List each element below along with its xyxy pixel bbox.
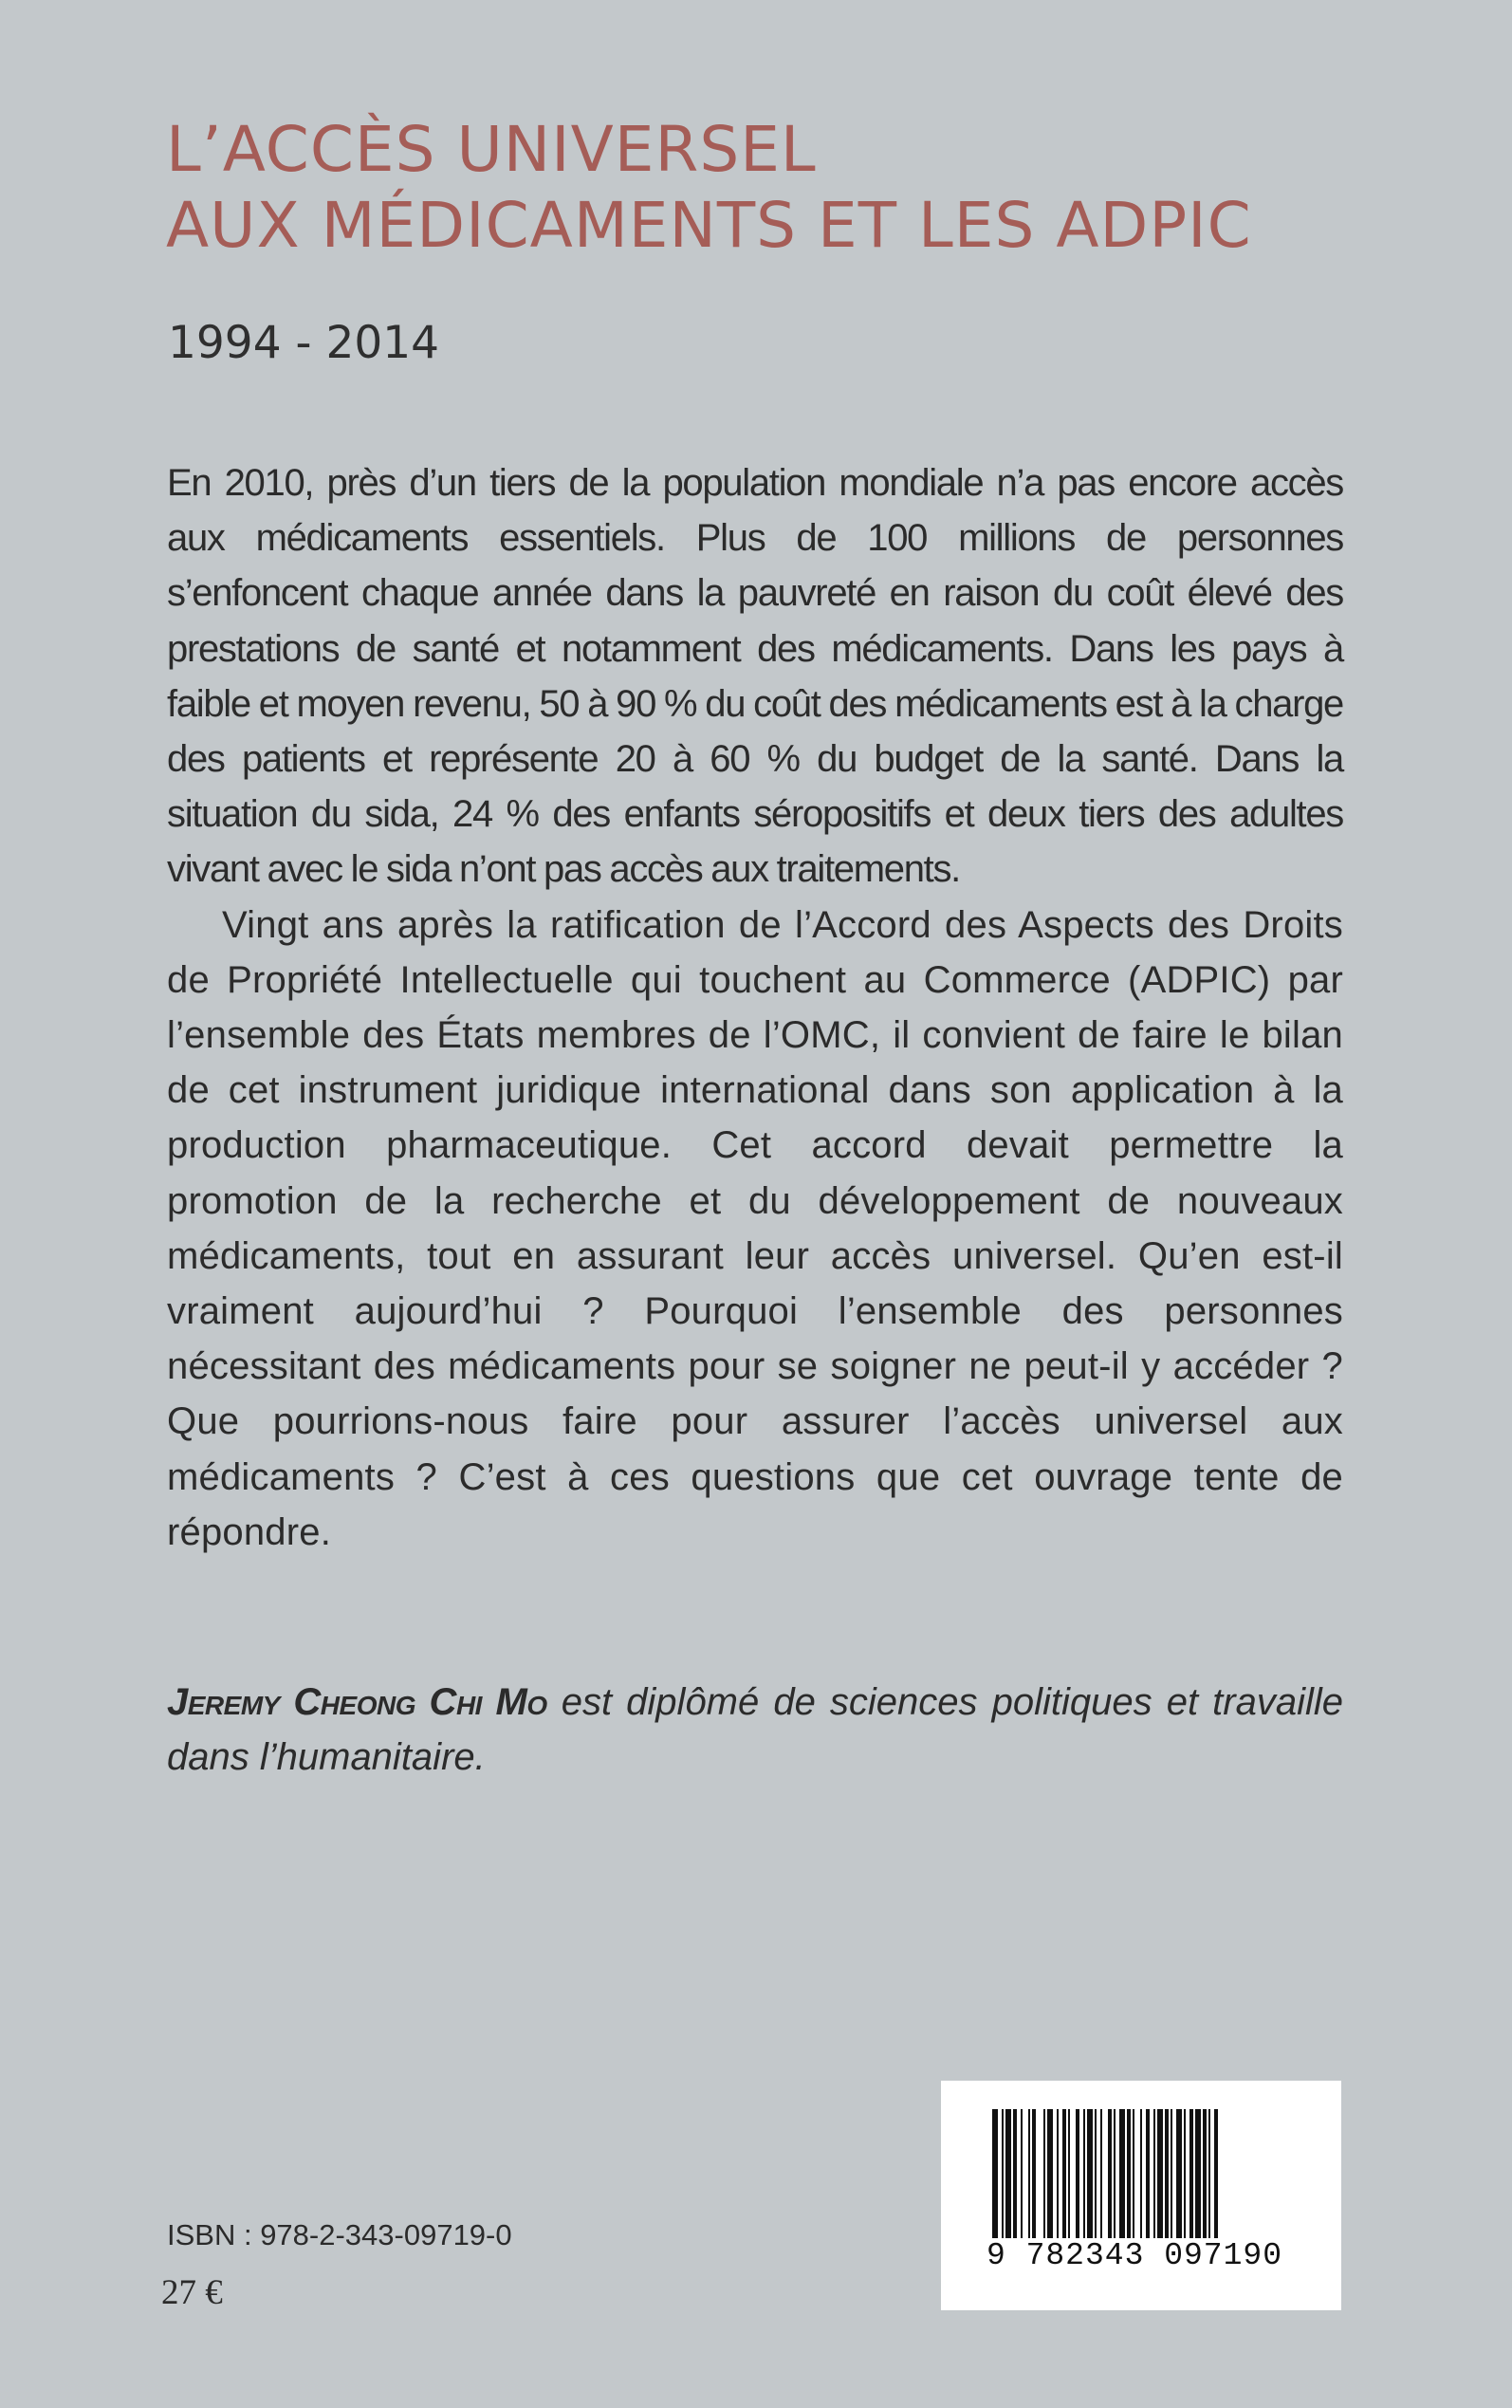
summary-paragraph-1: En 2010, près d’un tiers de la population mondiale n’a pas encore accès aux médicaments essentiels. Plus de 100 millions de personnes s’enfoncent chaque année dans la pauvreté en raison du coût élevé des prestations de santé et notamment des médicaments. Dans les pays à faible et moyen revenu, 50 à 90 % du coût des médicaments est à la charge des patients et représente 20 à 60 % du budget de la santé. Dans la situation du sida, 24 % des enfants séropositifs et deux tiers des adultes vivant avec le sida n’ont pas accès aux traitements.: [167, 462, 1343, 891]
price: 27 €: [161, 2273, 223, 2312]
book-title-line-1: L’ACCÈS UNIVERSEL: [166, 113, 817, 186]
period-subtitle: 1994 - 2014: [168, 317, 440, 369]
barcode-digits: 9 782343 097190: [983, 2238, 1286, 2274]
summary-text: [167, 455, 1343, 1560]
summary-paragraph-2: Vingt ans après la ratification de l’Accord des Aspects des Droits de Propriété Intellectuelle qui touchent au Commerce (ADPIC) par l’ensemble des États membres de l’OMC, il convient de faire le bilan de cet instrument juridique international dans son application à la production pharmaceutique. Cet accord devait permettre la promotion de la recherche et du développement de nouveaux médicaments, tout en assurant leur accès universel. Qu’en est-il vraiment aujourd’hui ? Pourquoi l’ensemble des personnes nécessitant des médicaments pour se soigner ne peut-il y accéder ? Que pourrions-nous faire pour assurer l’accès universel aux médicaments ? C’est à ces questions que cet ouvrage tente de répondre.: [167, 903, 1343, 1553]
isbn: ISBN : 978-2-343-09719-0: [167, 2218, 512, 2251]
author-description: est diplômé de sciences politiques et travaille dans l’humanitaire.: [167, 1681, 1343, 1778]
author-name: Jeremy Cheong Chi Mo: [167, 1681, 547, 1723]
book-title: [166, 112, 1252, 264]
barcode-panel: [941, 2081, 1341, 2310]
book-title-line-2: AUX MÉDICAMENTS ET LES ADPIC: [166, 189, 1252, 262]
author-bio: [167, 1675, 1343, 1785]
